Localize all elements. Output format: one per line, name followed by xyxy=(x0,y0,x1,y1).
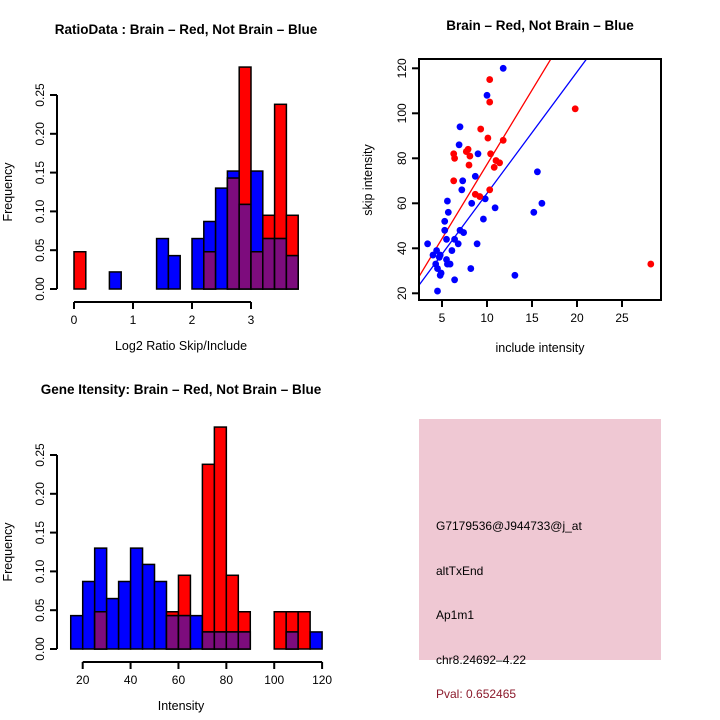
y-tick-label: 100 xyxy=(395,103,409,124)
histogram-bar-overlap xyxy=(95,612,107,649)
scatter-point-red xyxy=(572,105,579,112)
scatter-point-blue xyxy=(444,198,451,205)
y-tick-label: 80 xyxy=(395,151,409,165)
y-tick-label: 0.10 xyxy=(33,559,47,584)
histogram-bar-blue xyxy=(192,239,204,289)
histogram-bar-red xyxy=(214,427,226,649)
panel-ratio-histogram xyxy=(0,0,360,360)
histogram-bar-overlap xyxy=(275,239,287,289)
histogram-bar-overlap xyxy=(239,204,251,289)
x-tick-label: 5 xyxy=(438,311,446,325)
histogram-bar-blue xyxy=(119,581,131,649)
scatter-point-red xyxy=(496,159,503,166)
scatter-point-red xyxy=(467,153,474,160)
histogram-bar-blue xyxy=(190,616,202,649)
histogram-bar-overlap xyxy=(178,616,190,649)
info-box xyxy=(419,419,661,701)
scatter-point-blue xyxy=(445,209,452,216)
histogram-bar-blue xyxy=(216,188,228,289)
x-tick-label: 2 xyxy=(188,313,196,327)
y-tick-label: 0.00 xyxy=(33,637,47,661)
y-axis-title: Frequency xyxy=(1,162,15,222)
y-tick-label: 0.20 xyxy=(33,482,47,506)
scatter-point-blue xyxy=(460,229,467,236)
panel-gene-intensity-histogram xyxy=(0,360,360,720)
scatter-point-blue xyxy=(424,240,431,247)
scatter-point-red xyxy=(486,186,493,193)
scatter-point-red xyxy=(451,155,458,162)
scatter-point-blue xyxy=(459,177,466,184)
scatter-point-red xyxy=(450,177,457,184)
scatter-point-blue xyxy=(467,265,474,272)
histogram-bar-blue xyxy=(157,239,169,289)
histogram-bar-overlap xyxy=(166,616,178,649)
histogram-bar-blue xyxy=(107,599,119,649)
y-tick-label: 0.20 xyxy=(33,122,47,146)
x-axis-title: Log2 Ratio Skip/Include xyxy=(114,339,248,353)
scatter-point-blue xyxy=(484,92,491,99)
pval-line: Pval: 0.652465 xyxy=(436,687,517,701)
scatter-point-blue xyxy=(512,272,519,279)
y-tick-label: 0.15 xyxy=(33,520,47,545)
scatter-point-blue xyxy=(474,240,481,247)
scatter-point-blue xyxy=(437,272,444,279)
x-tick-label: 10 xyxy=(480,311,494,325)
panel-info xyxy=(360,360,720,720)
x-tick-label: 20 xyxy=(76,673,90,687)
scatter-point-blue xyxy=(534,168,541,175)
scatter-point-blue xyxy=(447,261,454,268)
scatter-point-red xyxy=(477,126,484,133)
y-tick-label: 0.05 xyxy=(33,238,47,262)
histogram-bar-red xyxy=(202,464,214,649)
y-tick-label: 0.25 xyxy=(33,443,47,467)
x-tick-label: 1 xyxy=(129,313,137,327)
histogram-bar-overlap xyxy=(251,252,263,289)
histogram-bar-blue xyxy=(131,548,143,649)
y-tick-label: 0.25 xyxy=(33,83,47,107)
scatter-point-blue xyxy=(468,200,475,207)
x-tick-label: 25 xyxy=(615,311,629,325)
scatter-point-blue xyxy=(530,209,537,216)
histogram-bar-red xyxy=(274,612,286,649)
histogram-bar-blue xyxy=(71,616,83,649)
x-tick-label: 40 xyxy=(123,673,138,687)
histogram-bar-overlap xyxy=(227,178,239,289)
y-tick-label: 20 xyxy=(395,286,409,300)
x-tick-label: 100 xyxy=(264,673,285,687)
gene-name-text: Ap1m1 xyxy=(436,608,475,622)
y-axis-title: skip intensity xyxy=(361,144,375,216)
scatter-point-red xyxy=(647,261,654,268)
y-tick-label: 0.00 xyxy=(33,277,47,301)
x-tick-label: 120 xyxy=(312,673,333,687)
chromosome-location-text: chr8.24692–4.22 xyxy=(436,653,527,667)
scatter-point-red xyxy=(485,135,492,142)
histogram-bar-overlap xyxy=(214,632,226,649)
event-type-text: altTxEnd xyxy=(436,564,484,578)
scatter-point-blue xyxy=(430,252,437,259)
x-tick-label: 3 xyxy=(247,313,255,327)
scatter-point-blue xyxy=(457,123,464,130)
y-tick-label: 60 xyxy=(395,196,409,210)
scatter-point-blue xyxy=(449,247,456,254)
histogram-bar-overlap xyxy=(204,252,216,289)
chart-title: Gene Itensity: Brain – Red, Not Brain – Blue xyxy=(40,382,322,397)
scatter-point-blue xyxy=(434,288,441,295)
x-tick-label: 60 xyxy=(171,673,186,687)
histogram-bar-blue xyxy=(83,581,95,649)
scatter-point-blue xyxy=(436,254,443,261)
scatter-point-red xyxy=(487,150,494,157)
scatter-point-blue xyxy=(492,204,499,211)
x-axis-title: include intensity xyxy=(495,341,585,355)
y-tick-label: 0.05 xyxy=(33,598,47,622)
scatter-point-red xyxy=(476,193,483,200)
y-axis-title: Frequency xyxy=(1,522,15,582)
scatter-point-red xyxy=(466,162,473,169)
histogram-bar-overlap xyxy=(238,632,250,649)
y-tick-label: 120 xyxy=(395,58,409,79)
histogram-bar-blue xyxy=(109,272,121,289)
scatter-point-red xyxy=(486,76,493,83)
scatter-point-blue xyxy=(441,218,448,225)
histogram-bar-blue xyxy=(310,632,322,649)
scatter-point-blue xyxy=(480,216,487,223)
y-tick-label: 40 xyxy=(395,241,409,255)
histogram-bar-overlap xyxy=(202,632,214,649)
histogram-bar-red xyxy=(298,612,310,649)
x-tick-label: 20 xyxy=(570,311,584,325)
histogram-bar-red xyxy=(74,252,86,289)
scatter-point-red xyxy=(465,146,472,153)
scatter-point-blue xyxy=(475,150,482,157)
x-tick-label: 80 xyxy=(219,673,234,687)
y-tick-label: 0.10 xyxy=(33,199,47,224)
histogram-bar-overlap xyxy=(286,256,298,289)
histogram-bar-overlap xyxy=(226,632,238,649)
chart-title: RatioData : Brain – Red, Not Brain – Blue xyxy=(54,22,318,37)
scatter-point-red xyxy=(486,99,493,106)
scatter-point-blue xyxy=(472,173,479,180)
scatter-point-blue xyxy=(441,227,448,234)
x-tick-label: 15 xyxy=(525,311,539,325)
x-axis-title: Intensity xyxy=(157,699,205,713)
scatter-point-blue xyxy=(451,276,458,283)
histogram-bar-overlap xyxy=(263,239,275,289)
probe-id-text: G7179536@J944733@j_at xyxy=(436,519,582,533)
histogram-bar-blue xyxy=(155,581,167,649)
scatter-point-blue xyxy=(443,236,450,243)
histogram-bar-blue xyxy=(143,564,155,649)
y-tick-label: 0.15 xyxy=(33,160,47,185)
scatter-point-blue xyxy=(458,186,465,193)
chart-title: Brain – Red, Not Brain – Blue xyxy=(446,18,634,33)
histogram-bar-overlap xyxy=(286,632,298,649)
scatter-point-blue xyxy=(500,65,507,72)
histogram-bar-blue xyxy=(168,256,180,289)
scatter-point-blue xyxy=(455,240,462,247)
scatter-point-blue xyxy=(456,141,463,148)
x-tick-label: 0 xyxy=(70,313,78,327)
panel-skip-include-scatter xyxy=(360,0,720,360)
scatter-point-blue xyxy=(539,200,546,207)
scatter-point-red xyxy=(500,137,507,144)
scatter-point-red xyxy=(491,164,498,171)
